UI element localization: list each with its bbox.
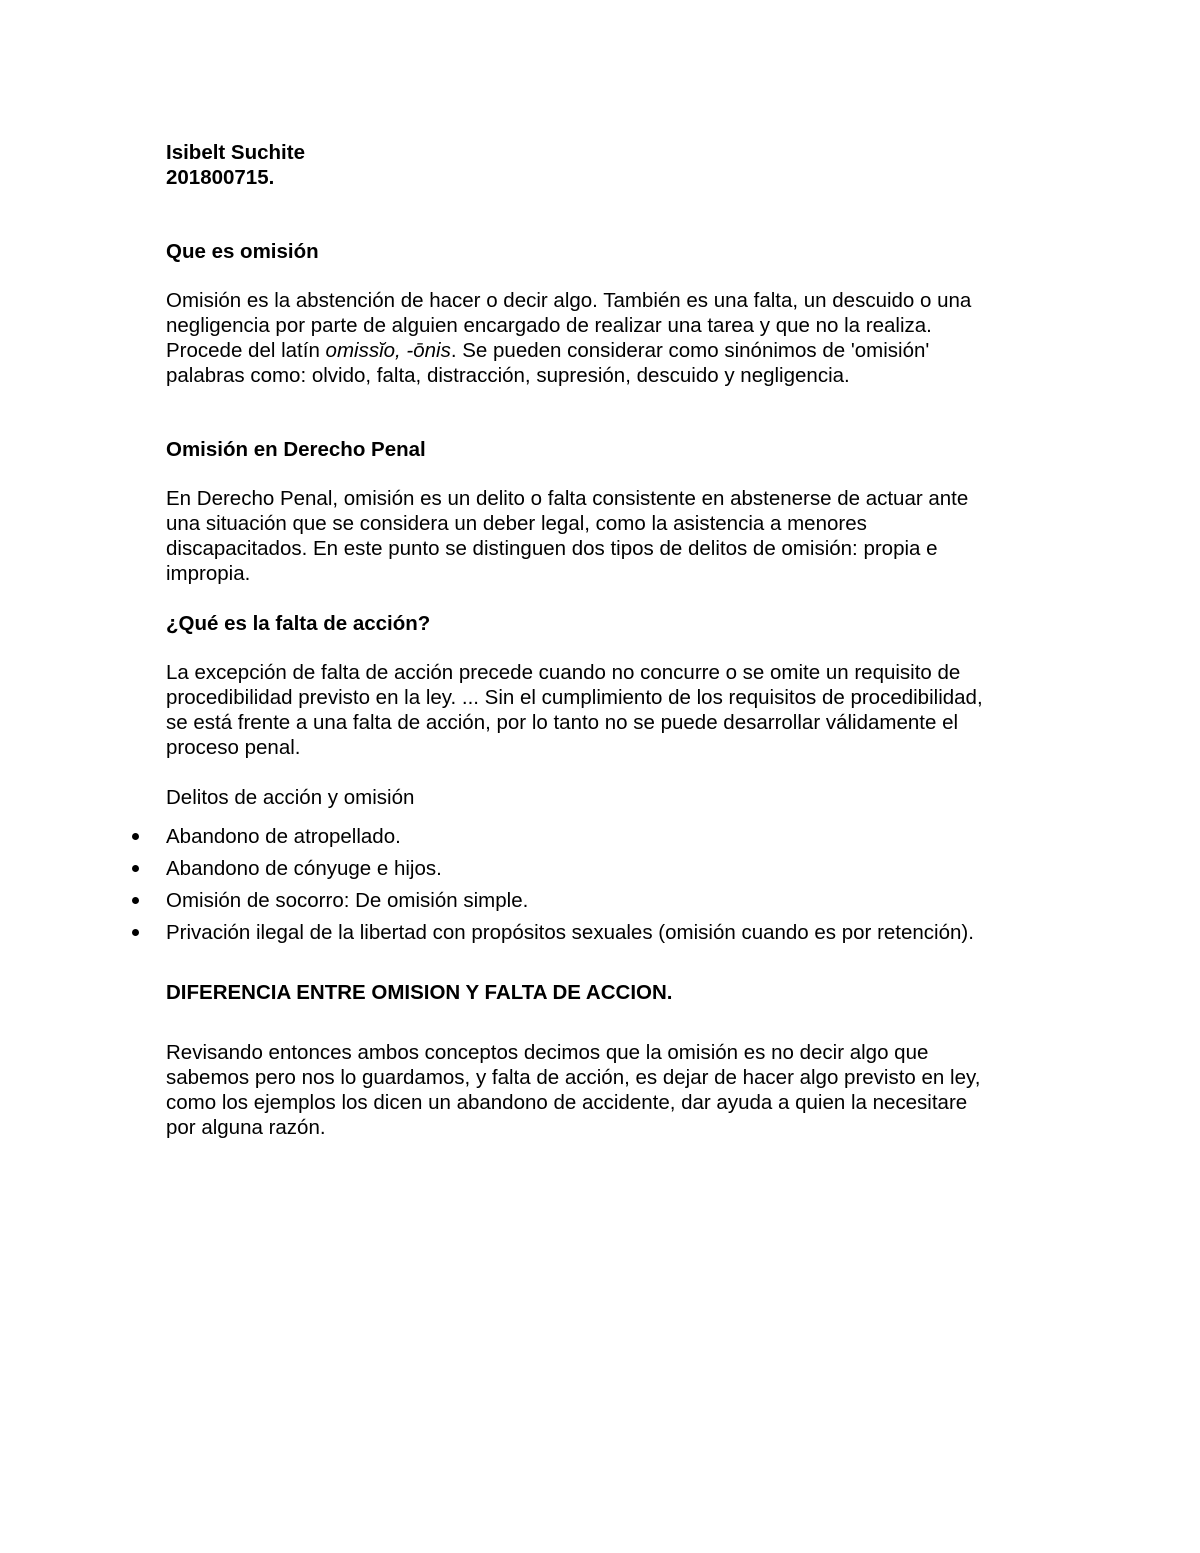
student-id: 201800715.	[166, 166, 275, 189]
paragraph-line: como los ejemplos los dicen un abandono de accidente, dar ayuda a quien la necesitare	[166, 1091, 968, 1114]
paragraph-line: una situación que se considera un deber legal, como la asistencia a menores	[166, 512, 867, 535]
paragraph-line: impropia.	[166, 562, 251, 585]
section-heading-diferencia: DIFERENCIA ENTRE OMISION Y FALTA DE ACCION.	[166, 981, 673, 1004]
paragraph-diferencia	[166, 1040, 1046, 1140]
section-heading-falta-de-accion: ¿Qué es la falta de acción?	[166, 612, 431, 635]
paragraph-line: palabras como: olvido, falta, distracción, supresión, descuido y negligencia.	[166, 364, 850, 387]
paragraph-derecho-penal	[166, 486, 1046, 586]
bullet-icon	[132, 865, 139, 872]
text-run: . Se pueden considerar como sinónimos de 'omisión'	[450, 339, 930, 362]
paragraph-line: por alguna razón.	[166, 1116, 326, 1139]
paragraph-line: negligencia por parte de alguien encargado de realizar una tarea y que no la realiza.	[166, 314, 932, 337]
crimes-list	[166, 824, 1066, 952]
author-name: Isibelt Suchite	[166, 141, 305, 164]
latin-term: omissĭo, -ōnis	[325, 339, 451, 362]
list-item	[166, 856, 1066, 888]
paragraph-omision	[166, 288, 1046, 388]
list-item-text: Privación ilegal de la libertad con propósitos sexuales (omisión cuando es por retención).	[166, 921, 974, 944]
bullet-icon	[132, 833, 139, 840]
list-item-text: Abandono de atropellado.	[166, 825, 401, 848]
paragraph-line: La excepción de falta de acción precede cuando no concurre o se omite un requisito de	[166, 661, 961, 684]
paragraph-line: procedibilidad previsto en la ley. ... Sin el cumplimiento de los requisitos de procedibilidad,	[166, 686, 983, 709]
paragraph-falta-de-accion	[166, 660, 1046, 760]
paragraph-line: proceso penal.	[166, 736, 301, 759]
author-block	[166, 140, 1046, 190]
bullet-icon	[132, 929, 139, 936]
section-heading-omision: Que es omisión	[166, 240, 319, 263]
crimes-list-title: Delitos de acción y omisión	[166, 786, 415, 809]
paragraph-line: discapacitados. En este punto se distinguen dos tipos de delitos de omisión: propia e	[166, 537, 938, 560]
list-item-text: Omisión de socorro: De omisión simple.	[166, 889, 529, 912]
bullet-icon	[132, 897, 139, 904]
paragraph-line: En Derecho Penal, omisión es un delito o falta consistente en abstenerse de actuar ante	[166, 487, 969, 510]
list-item	[166, 824, 1066, 856]
list-item	[166, 888, 1066, 920]
section-heading-derecho-penal: Omisión en Derecho Penal	[166, 438, 426, 461]
list-item-text: Abandono de cónyuge e hijos.	[166, 857, 442, 880]
paragraph-line: Revisando entonces ambos conceptos decimos que la omisión es no decir algo que	[166, 1041, 929, 1064]
paragraph-line: Omisión es la abstención de hacer o decir algo. También es una falta, un descuido o una	[166, 289, 972, 312]
paragraph-line	[166, 338, 1046, 363]
list-item	[166, 920, 1066, 952]
paragraph-line: se está frente a una falta de acción, por lo tanto no se puede desarrollar válidamente el	[166, 711, 959, 734]
paragraph-line: sabemos pero nos lo guardamos, y falta de acción, es dejar de hacer algo previsto en ley,	[166, 1066, 981, 1089]
text-run: Procede del latín	[166, 339, 326, 362]
